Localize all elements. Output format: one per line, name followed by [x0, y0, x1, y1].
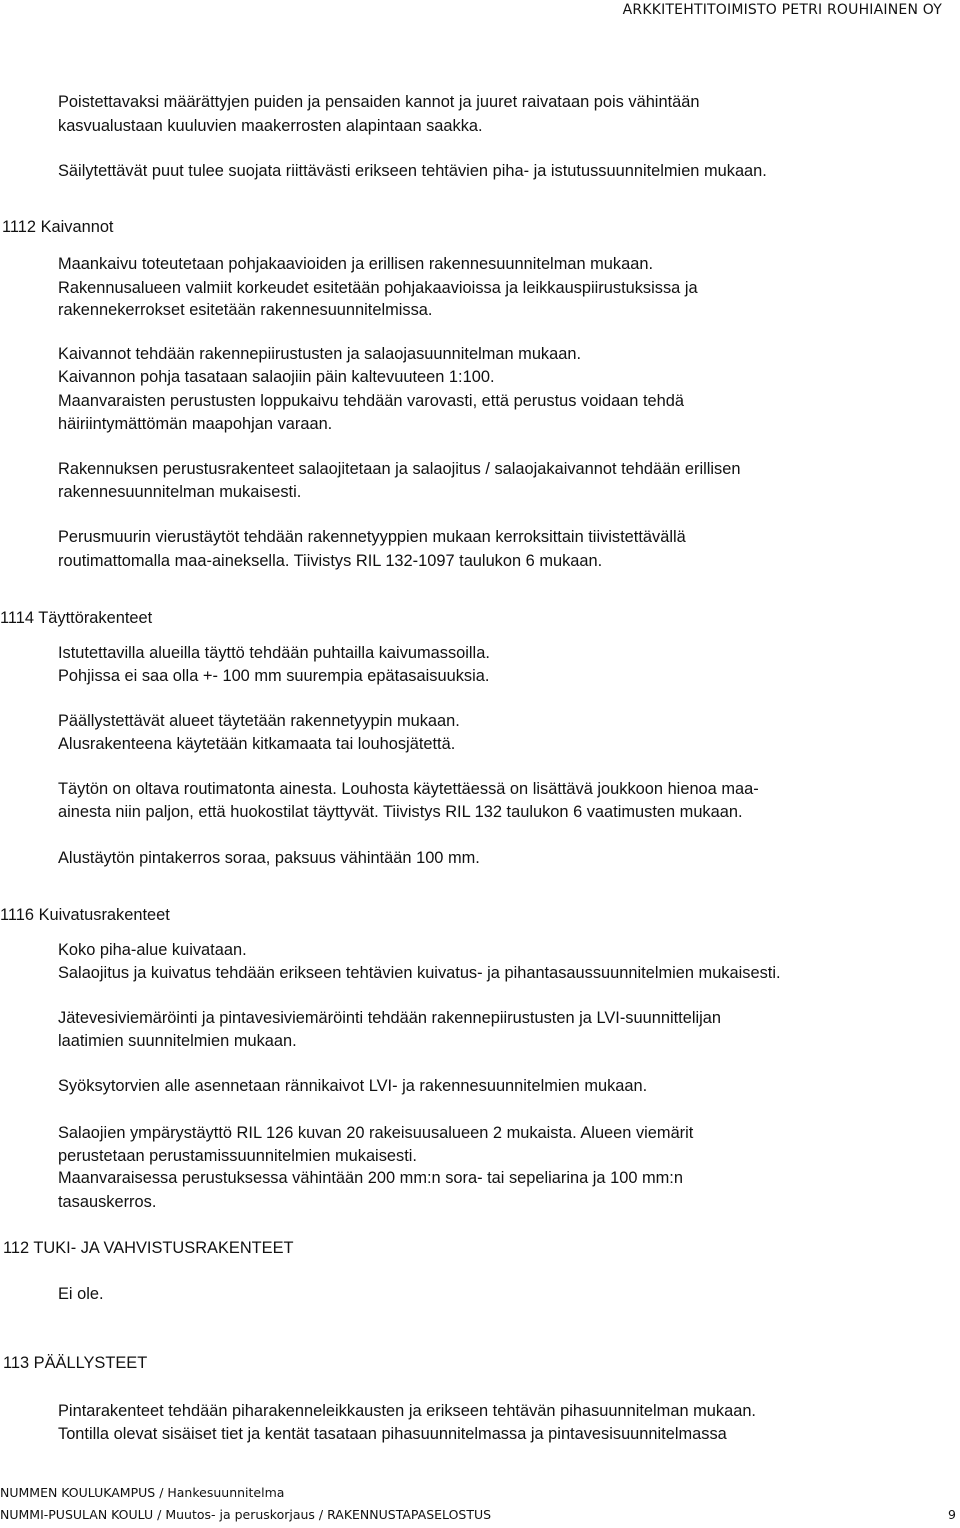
paragraph-line: Maanvaraisten perustusten loppukaivu tehdään varovasti, että perustus voidaan tehdä — [58, 392, 684, 410]
paragraph-line: Syöksytorvien alle asennetaan rännikaivot LVI- ja rakennesuunnitelmien mukaan. — [58, 1077, 648, 1095]
paragraph-line: kasvualustaan kuuluvien maakerrosten alapintaan saakka. — [58, 117, 483, 135]
paragraph-line: Jätevesiviemäröinti ja pintavesiviemäröinti tehdään rakennepiirustusten ja LVI-suunnittelijan — [58, 1009, 721, 1027]
paragraph-line: Alusrakenteena käytetään kitkamaata tai louhosjätettä. — [58, 735, 456, 753]
paragraph-line: Kaivannot tehdään rakennepiirustusten ja salaojasuunnitelman mukaan. — [58, 345, 582, 363]
paragraph-line: routimattomalla maa-aineksella. Tiivistys RIL 132-1097 taulukon 6 mukaan. — [58, 552, 603, 570]
section-heading-113: 113 PÄÄLLYSTEET — [3, 1354, 148, 1372]
paragraph-line: ainesta niin paljon, että huokostilat täyttyvät. Tiivistys RIL 132 taulukon 6 vaatimusten mukaan. — [58, 803, 743, 821]
paragraph-line: Poistettavaksi määrättyjen puiden ja pensaiden kannot ja juuret raivataan pois vähintään — [58, 93, 700, 111]
header-company: ARKKITEHTITOIMISTO PETRI ROUHIAINEN OY — [622, 2, 942, 18]
paragraph-line: Alustäytön pintakerros soraa, paksuus vähintään 100 mm. — [58, 849, 480, 867]
paragraph-line: Pohjissa ei saa olla +- 100 mm suurempia epätasaisuuksia. — [58, 667, 490, 685]
paragraph-line: Säilytettävät puut tulee suojata riittävästi erikseen tehtävien piha- ja istutussuunnitelmien mukaan. — [58, 162, 767, 180]
paragraph-line: Salaojitus ja kuivatus tehdään erikseen tehtävien kuivatus- ja pihantasaussuunnitelmien mukaisesti. — [58, 964, 781, 982]
paragraph-line: Pintarakenteet tehdään piharakenneleikkausten ja erikseen tehtävän pihasuunnitelman mukaan. — [58, 1402, 756, 1420]
paragraph-line: Koko piha-alue kuivataan. — [58, 941, 247, 959]
footer-document: NUMMI-PUSULAN KOULU / Muutos- ja peruskorjaus / RAKENNUSTAPASELOSTUS — [0, 1507, 492, 1522]
paragraph-line: Rakennuksen perustusrakenteet salaojitetaan ja salaojitus / salaojakaivannot tehdään erillisen — [58, 460, 741, 478]
paragraph-line: Perusmuurin vierustäytöt tehdään rakennetyyppien mukaan kerroksittain tiivistettävällä — [58, 528, 686, 546]
paragraph-line: Ei ole. — [58, 1285, 104, 1303]
paragraph-line: tasauskerros. — [58, 1193, 157, 1211]
section-heading-1116: 1116 Kuivatusrakenteet — [0, 906, 170, 924]
paragraph-line: Maanvaraisessa perustuksessa vähintään 200 mm:n sora- tai sepeliarina ja 100 mm:n — [58, 1169, 683, 1187]
page-number: 9 — [948, 1507, 956, 1522]
section-heading-1114: 1114 Täyttörakenteet — [0, 609, 153, 627]
paragraph-line: rakennesuunnitelman mukaisesti. — [58, 483, 302, 501]
section-heading-112: 112 TUKI- JA VAHVISTUSRAKENTEET — [3, 1239, 294, 1257]
paragraph-line: Kaivannon pohja tasataan salaojiin päin kaltevuuteen 1:100. — [58, 368, 495, 386]
paragraph-line: Rakennusalueen valmiit korkeudet esitetään pohjakaavioissa ja leikkauspiirustuksissa ja — [58, 279, 698, 297]
paragraph-line: Maankaivu toteutetaan pohjakaavioiden ja erillisen rakennesuunnitelman mukaan. — [58, 255, 654, 273]
paragraph-line: rakennekerrokset esitetään rakennesuunnitelmissa. — [58, 301, 433, 319]
paragraph-line: Täytön on oltava routimatonta ainesta. Louhosta käytettäessä on lisättävä joukkoon hienoa maa- — [58, 780, 759, 798]
paragraph-line: häiriintymättömän maapohjan varaan. — [58, 415, 333, 433]
paragraph-line: perustetaan perustamissuunnitelmien mukaisesti. — [58, 1147, 417, 1165]
paragraph-line: Päällystettävät alueet täytetään rakennetyypin mukaan. — [58, 712, 460, 730]
footer-project: NUMMEN KOULUKAMPUS / Hankesuunnitelma — [0, 1485, 285, 1500]
paragraph-line: Istutettavilla alueilla täyttö tehdään puhtailla kaivumassoilla. — [58, 644, 490, 662]
paragraph-line: Salaojien ympärystäyttö RIL 126 kuvan 20 rakeisuusalueen 2 mukaista. Alueen viemärit — [58, 1124, 694, 1142]
paragraph-line: Tontilla olevat sisäiset tiet ja kentät tasataan pihasuunnitelmassa ja pintavesisuunnitelmassa — [58, 1425, 727, 1443]
paragraph-line: laatimien suunnitelmien mukaan. — [58, 1032, 297, 1050]
section-heading-1112: 1112 Kaivannot — [2, 218, 114, 236]
page-header — [0, 0, 960, 22]
